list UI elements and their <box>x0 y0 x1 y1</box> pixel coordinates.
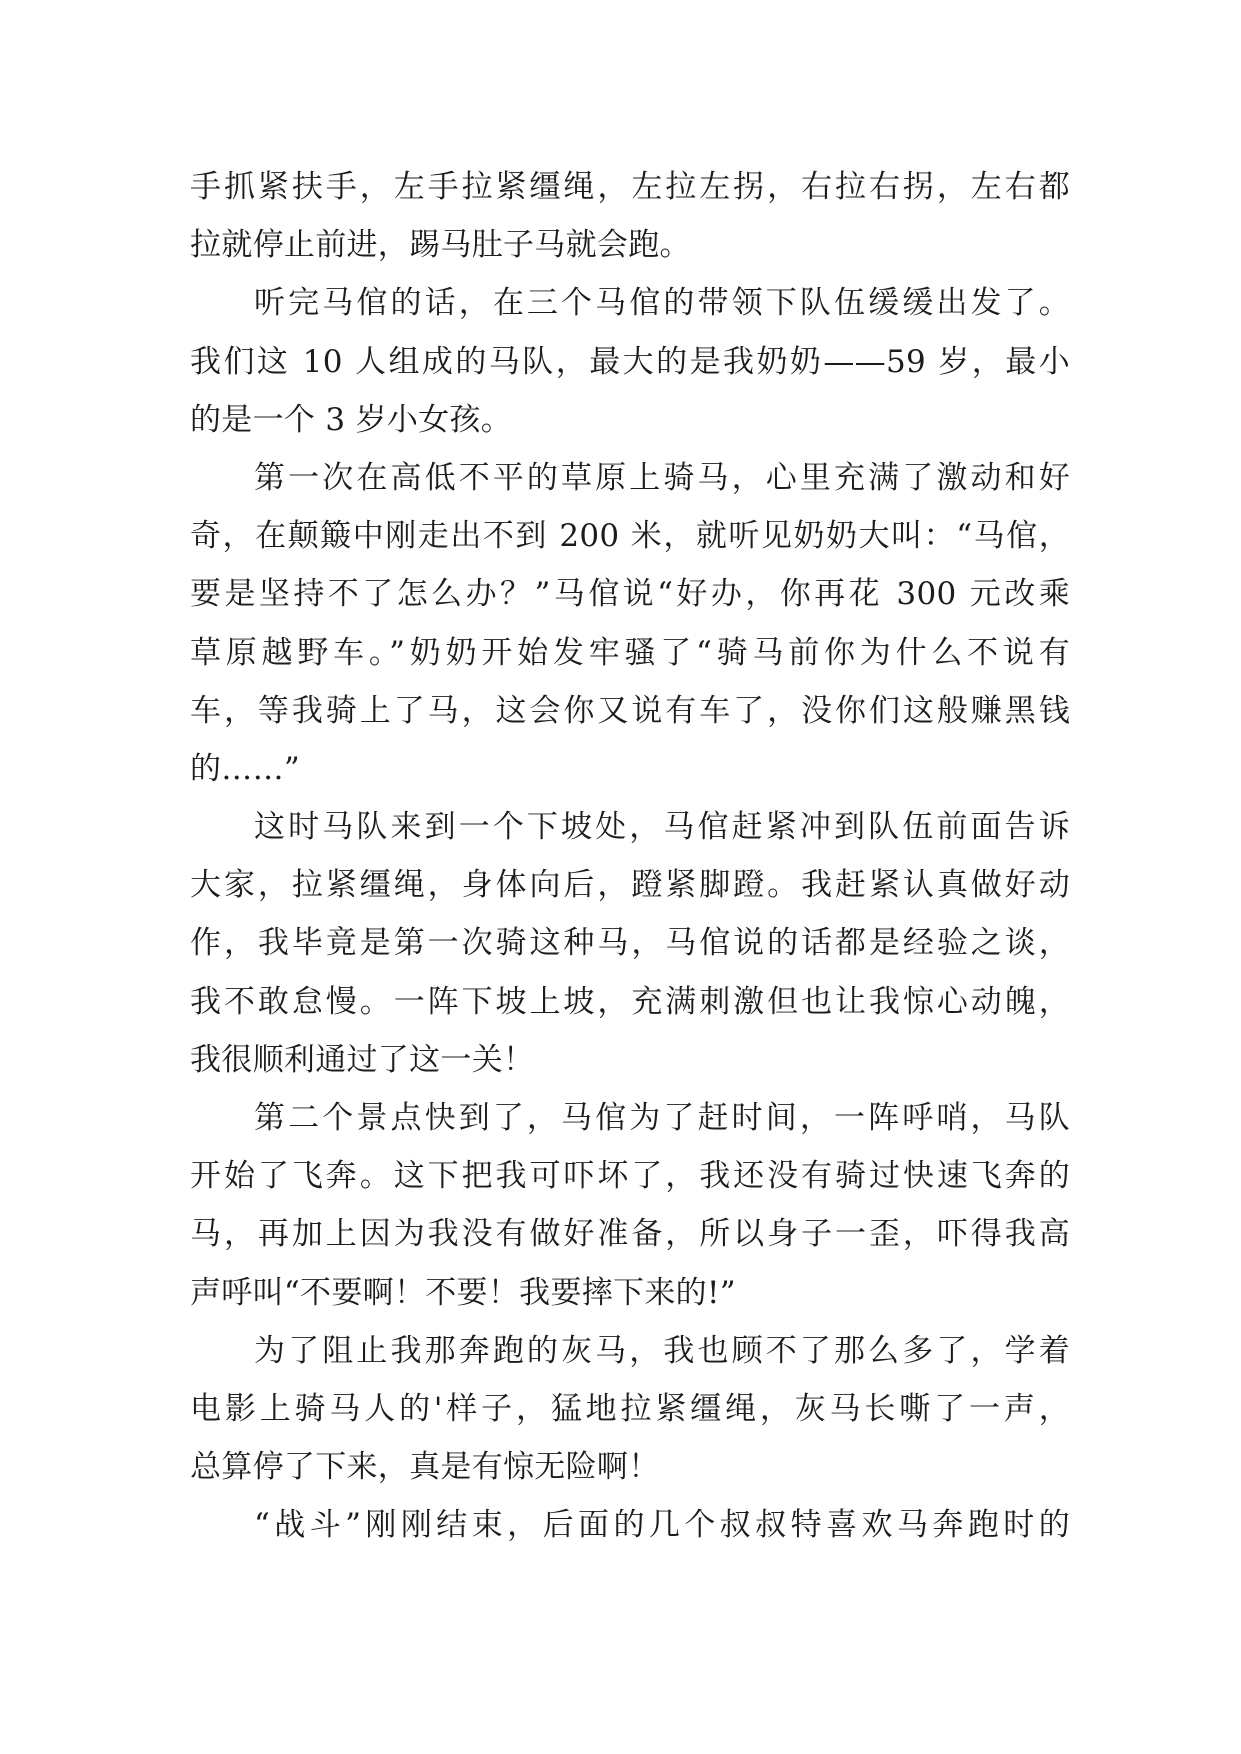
text-line: 听完马倌的话，在三个马倌的带领下队伍缓缓出发了。 <box>254 285 1070 322</box>
text-line: 作，我毕竟是第一次骑这种马，马倌说的话都是经验之谈， <box>190 925 1070 962</box>
text-line: 我不敢怠慢。一阵下坡上坡，充满刺激但也让我惊心动魄， <box>190 983 1070 1020</box>
text-line: 奇，在颠簸中刚走出不到 200 米，就听见奶奶大叫：“马倌， <box>190 518 1070 555</box>
text-line: 电影上骑马人的'样子，猛地拉紧缰绳，灰马长嘶了一声， <box>190 1390 1070 1427</box>
text-line: 我很顺利通过了这一关！ <box>190 1041 535 1078</box>
text-line: 我们这 10 人组成的马队，最大的是我奶奶——59 岁，最小 <box>190 343 1070 380</box>
text-line: 要是坚持不了怎么办？”马倌说“好办，你再花 300 元改乘 <box>190 576 1070 613</box>
text-line: 马，再加上因为我没有做好准备，所以身子一歪，吓得我高 <box>190 1216 1070 1253</box>
text-line: 第二个景点快到了，马倌为了赶时间，一阵呼哨，马队 <box>254 1100 1070 1136</box>
text-line: 这时马队来到一个下坡处，马倌赶紧冲到队伍前面告诉 <box>254 809 1070 846</box>
body-text <box>190 158 1070 1555</box>
text-line: 大家，拉紧缰绳，身体向后，蹬紧脚蹬。我赶紧认真做好动 <box>190 867 1070 904</box>
text-line: 草原越野车。”奶奶开始发牢骚了“骑马前你为什么不说有 <box>190 634 1070 671</box>
text-line: 的……” <box>190 750 301 787</box>
text-line: 第一次在高低不平的草原上骑马，心里充满了激动和好 <box>254 459 1070 496</box>
text-line: 开始了飞奔。这下把我可吓坏了，我还没有骑过快速飞奔的 <box>190 1158 1070 1195</box>
text-line: 拉就停止前进，踢马肚子马就会跑。 <box>190 227 691 264</box>
text-line: 手抓紧扶手，左手拉紧缰绳，左拉左拐，右拉右拐，左右都 <box>190 169 1070 205</box>
text-line: “战斗”刚刚结束，后面的几个叔叔特喜欢马奔跑时的 <box>254 1507 1070 1544</box>
text-line: 车，等我骑上了马，这会你又说有车了，没你们这般赚黑钱 <box>190 692 1070 729</box>
text-line: 为了阻止我那奔跑的灰马，我也顾不了那么多了，学着 <box>254 1332 1070 1369</box>
text-line: 总算停了下来，真是有惊无险啊！ <box>190 1449 660 1486</box>
text-line: 声呼叫“不要啊！不要！我要摔下来的!” <box>190 1274 736 1311</box>
text-line: 的是一个 3 岁小女孩。 <box>190 401 513 438</box>
